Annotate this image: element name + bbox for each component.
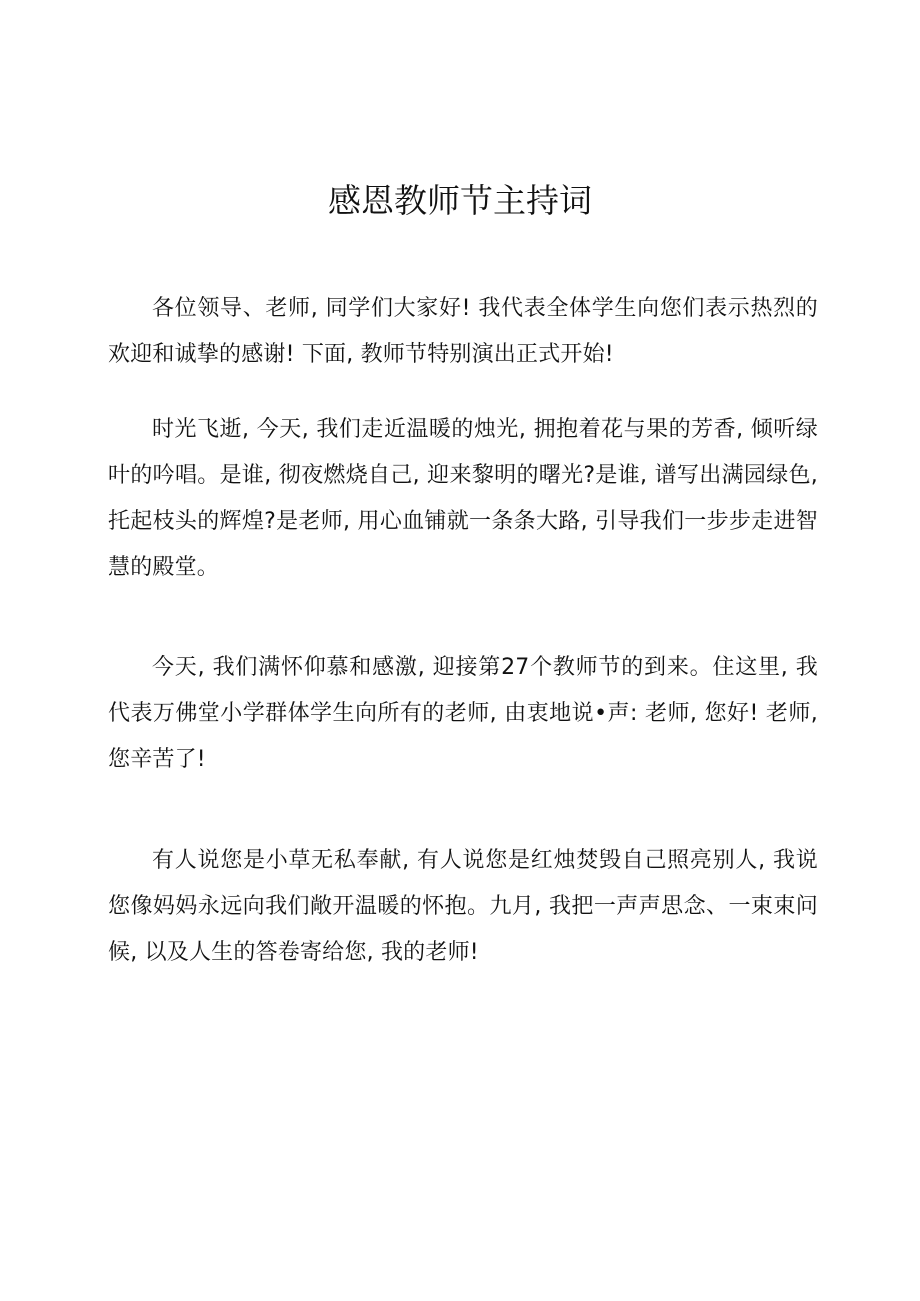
document-title: 感恩教师节主持词: [328, 181, 592, 220]
paragraph-tribute: 有人说您是小草无私奉献, 有人说您是红烛焚毁自己照亮别人, 我说您像妈妈永远向我们敞开温暖的怀抱。九月, 我把一声声思念、一束束问候, 以及人生的答卷寄给您, 我的老师!: [108, 848, 818, 965]
paragraph-welcome: 各位领导、老师, 同学们大家好! 我代表全体学生向您们表示热烈的欢迎和诚挚的感谢! 下面, 教师节特别演出正式开始!: [108, 296, 818, 367]
paragraph-time-flies: 时光飞逝, 今天, 我们走近温暖的烛光, 拥抱着花与果的芳香, 倾听绿叶的吟唱。是谁, 彻夜燃烧自己, 迎来黎明的曙光?是谁, 谱写出满园绿色, 托起枝头的辉煌?是老师, 用心血铺就一条条大路, 引导我们一步步走进智慧的殿堂。: [108, 417, 818, 580]
paragraph-teachers-day: 今天, 我们满怀仰慕和感激, 迎接第27个教师节的到来。住这里, 我代表万佛堂小学群体学生向所有的老师, 由衷地说•声: 老师, 您好! 老师, 您辛苦了!: [108, 655, 818, 772]
